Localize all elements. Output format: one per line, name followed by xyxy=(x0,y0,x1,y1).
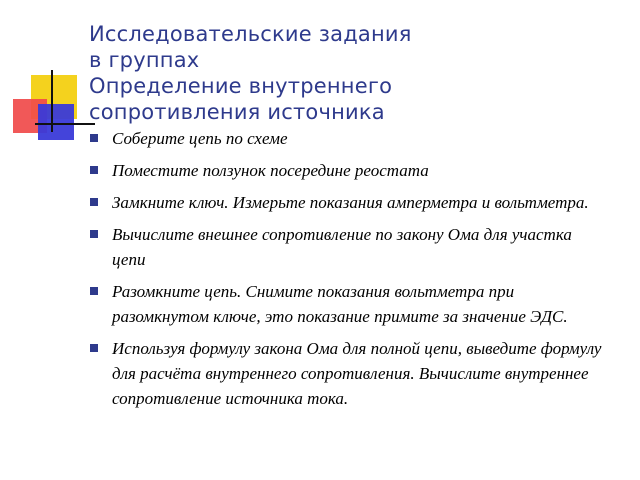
list-item-text: Замкните ключ. Измерьте показания амперметра и вольтметра. xyxy=(112,193,589,212)
decor-blue-square xyxy=(38,104,74,140)
square-bullet-icon xyxy=(90,198,98,206)
list-item xyxy=(88,126,608,151)
list-item xyxy=(88,222,608,272)
square-bullet-icon xyxy=(90,230,98,238)
list-item-text: Используя формулу закона Ома для полной цепи, выведите формулу для расчёта внутреннего сопротивления. Вычислите внутреннее сопротивление источника тока. xyxy=(112,339,602,408)
title-line: Определение внутреннего xyxy=(89,74,393,98)
list-item-text: Поместите ползунок посередине реостата xyxy=(112,161,429,180)
list-item-text: Соберите цепь по схеме xyxy=(112,129,288,148)
square-bullet-icon xyxy=(90,134,98,142)
list-item-text: Вычислите внешнее сопротивление по закону Ома для участка цепи xyxy=(112,225,572,269)
list-item xyxy=(88,336,608,411)
square-bullet-icon xyxy=(90,166,98,174)
decor-horizontal-line xyxy=(35,123,95,125)
list-item xyxy=(88,158,608,183)
task-list xyxy=(88,126,608,418)
slide-title xyxy=(89,21,609,125)
square-bullet-icon xyxy=(90,344,98,352)
list-item xyxy=(88,279,608,329)
title-line: сопротивления источника xyxy=(89,100,385,124)
title-line: в группах xyxy=(89,48,200,72)
list-item xyxy=(88,190,608,215)
list-item-text: Разомкните цепь. Снимите показания вольтметра при разомкнутом ключе, это показание примите за значение ЭДС. xyxy=(112,282,568,326)
square-bullet-icon xyxy=(90,287,98,295)
title-line: Исследовательские задания xyxy=(89,22,412,46)
